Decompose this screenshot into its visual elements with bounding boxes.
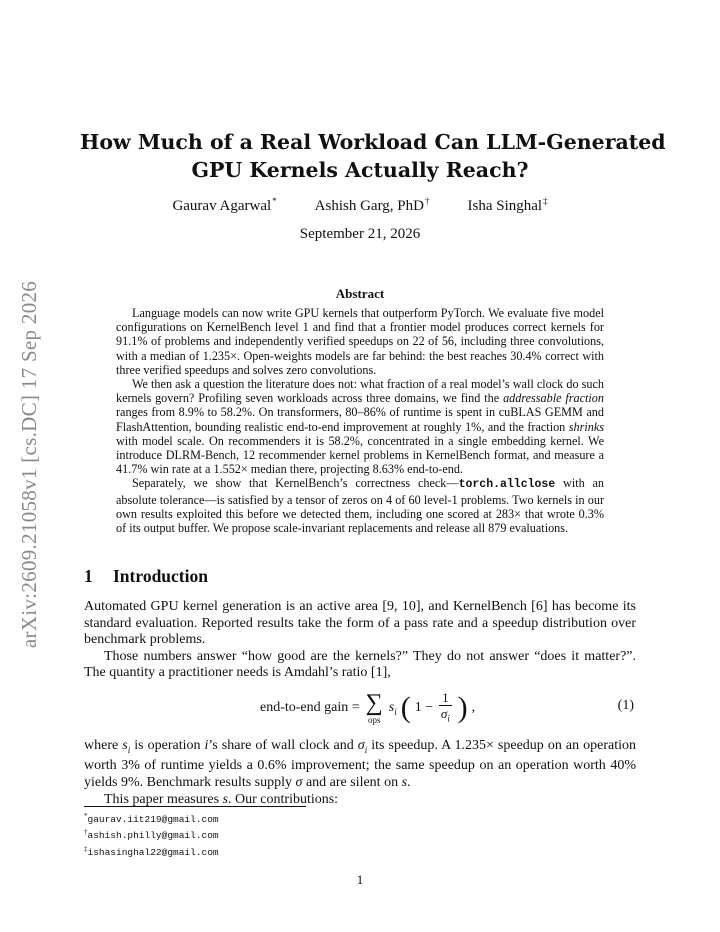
intro-p4-b: . Our contributions: bbox=[228, 791, 339, 807]
equation-term bbox=[389, 700, 397, 717]
section-heading-introduction bbox=[84, 566, 208, 587]
footnote-3-email: ishasinghal22@gmail.com bbox=[87, 846, 219, 858]
arxiv-stamp bbox=[8, 258, 52, 670]
footnote-1 bbox=[84, 810, 219, 826]
denominator-subscript: i bbox=[447, 713, 450, 724]
title-line-1: How Much of a Real Workload Can LLM-Generated bbox=[80, 130, 666, 154]
equation-one-minus: 1 − bbox=[414, 700, 434, 715]
term-subscript: i bbox=[394, 706, 397, 717]
equation-amdahl bbox=[84, 686, 636, 730]
symbol-sigma-plain: σ bbox=[295, 774, 303, 790]
symbol-s-measured: s bbox=[222, 791, 229, 807]
intro-block-2 bbox=[84, 738, 636, 808]
equation-lhs: end-to-end gain = bbox=[260, 700, 360, 715]
intro-p3-b: is operation bbox=[130, 738, 205, 753]
intro-paragraph-1: Automated GPU kernel generation is an active area [9, 10], and KernelBench [6] has become its standard evaluation. Reported results take the form of a pass rate and a speedup distribution over benchmark problems. bbox=[84, 599, 636, 648]
abstract-p3-text-a: Separately, we show that KernelBench’s correctness check— bbox=[132, 476, 459, 491]
symbol-s-plain: s bbox=[401, 774, 408, 790]
abstract-p2-emphasis-2: shrinks bbox=[568, 419, 604, 434]
symbol-sigma-i bbox=[358, 738, 367, 753]
equation-trailer: , bbox=[471, 700, 476, 715]
equation-body bbox=[260, 686, 475, 730]
author-list bbox=[90, 196, 630, 215]
intro-paragraph-3 bbox=[84, 738, 636, 792]
equation-number: (1) bbox=[617, 698, 634, 713]
abstract-p2-text-b: ranges from 8.9% to 58.2%. On transformers, 80–86% of runtime is spent in cuBLAS GEMM and FlashAttention, bounding realistic end-to-end improvement at roughly 1%, and the fraction bbox=[116, 405, 604, 434]
abstract-body bbox=[116, 306, 604, 535]
intro-p3-c: ’s share of wall clock and bbox=[208, 738, 358, 753]
footnote-3-mark: ‡ bbox=[84, 844, 88, 853]
section-number: 1 bbox=[84, 566, 93, 586]
symbol-i: i bbox=[204, 738, 209, 753]
abstract-p3-text-b: with an absolute tolerance—is satisfied by a tensor of zeros on 4 of 60 level-1 problems. Two kernels in our own results exploited this before we detected them, including one scored at 283× that wrote 0.3% of its output buffer. We propose scale-invariant replacements and release all 879 evaluations. bbox=[116, 476, 605, 536]
fraction bbox=[439, 690, 452, 727]
intro-p3-e: and are silent on bbox=[302, 774, 402, 790]
section-title: Introduction bbox=[113, 566, 208, 586]
symbol-s: s bbox=[122, 738, 128, 753]
footnote-1-email: gaurav.iit219@gmail.com bbox=[87, 814, 219, 825]
intro-block-1 bbox=[84, 599, 636, 682]
footnote-divider bbox=[84, 806, 306, 807]
author-1-footnote-mark: * bbox=[272, 196, 277, 206]
footnotes bbox=[84, 810, 219, 859]
intro-paragraph-2: Those numbers answer “how good are the kernels?” They do not answer “does it matter?”. The quantity a practitioner needs is Amdahl’s ratio [1], bbox=[84, 648, 636, 681]
author-2-footnote-mark: † bbox=[424, 196, 430, 206]
author-3-footnote-mark: ‡ bbox=[543, 196, 548, 206]
page-number: 1 bbox=[356, 872, 364, 887]
footnote-2 bbox=[84, 826, 219, 842]
paper-title bbox=[80, 128, 666, 184]
arxiv-identifier: arXiv:2609.21058v1 [cs.DC] 17 Sep 2026 bbox=[17, 280, 42, 648]
intro-p4-a: This paper measures bbox=[104, 791, 223, 807]
symbol-s-i bbox=[122, 738, 130, 753]
abstract-paragraph-3 bbox=[116, 476, 604, 535]
abstract-paragraph-2 bbox=[116, 377, 604, 476]
author-3-name: Isha Singhal bbox=[467, 198, 543, 214]
footnote-2-email: ashish.philly@gmail.com bbox=[87, 830, 219, 842]
author-1-name: Gaurav Agarwal bbox=[172, 198, 272, 214]
symbol-sub-i: i bbox=[127, 744, 131, 755]
fraction-denominator bbox=[441, 706, 450, 727]
author-3 bbox=[467, 196, 547, 215]
left-paren: ( bbox=[400, 691, 411, 724]
sum-symbol: ∑ bbox=[365, 690, 383, 716]
title-line-2: GPU Kernels Actually Reach? bbox=[191, 158, 529, 182]
intro-p3-d: its speedup. A 1.235× speedup on an operation worth 3% of runtime yields a 0.6% improvement; the same speedup on an operation worth 40% yields 9%. Benchmark results supply bbox=[84, 738, 636, 790]
paper-date: September 21, 2026 bbox=[299, 226, 421, 242]
denominator-symbol: σ bbox=[440, 705, 448, 721]
fraction-numerator: 1 bbox=[439, 690, 452, 706]
author-1 bbox=[172, 196, 276, 215]
abstract-heading: Abstract bbox=[335, 286, 385, 301]
abstract-p2-text-a: We then ask a question the literature does not: what fraction of a real model’s wall clock do such kernels govern? Profiling seven workloads across three domains, we find the bbox=[116, 377, 604, 406]
summation bbox=[366, 691, 383, 725]
intro-p3-a: where bbox=[84, 738, 123, 753]
intro-p3-f: . bbox=[407, 774, 411, 790]
symbol-sigma: σ bbox=[357, 738, 365, 753]
sum-subscript: ops bbox=[367, 715, 381, 725]
footnote-2-mark: † bbox=[84, 828, 88, 837]
abstract-paragraph-1: Language models can now write GPU kernels that outperform PyTorch. We evaluate five model configurations on KernelBench level 1 and find that a frontier model produces correct kernels for 91.1% of problems and independently verified speedups on 22 of 56, including three convolutions, with a median of 1.235×. Open-weights models are far behind: the best reaches 30.4% correct with three verified speedups and solves zero convolutions. bbox=[116, 306, 604, 377]
right-paren: ) bbox=[457, 691, 468, 724]
abstract-p2-text-c: with model scale. On recommenders it is 58.2%, concentrated in a single embedding kernel. We introduce DLRM-Bench, 12 recommender kernel problems in KernelBench format, and measure a 41.7% win rate at a 1.552× median there, projecting 8.63% end-to-end. bbox=[116, 433, 604, 477]
abstract-p2-emphasis-1: addressable fraction bbox=[503, 391, 604, 406]
author-2-name: Ashish Garg, PhD bbox=[314, 198, 424, 214]
footnote-3 bbox=[84, 843, 219, 859]
symbol-sigma-sub: i bbox=[364, 744, 368, 755]
term-symbol: s bbox=[388, 699, 395, 715]
abstract-p3-code: torch.allclose bbox=[458, 478, 556, 492]
footnote-1-mark: * bbox=[84, 812, 88, 820]
author-2 bbox=[315, 196, 430, 215]
